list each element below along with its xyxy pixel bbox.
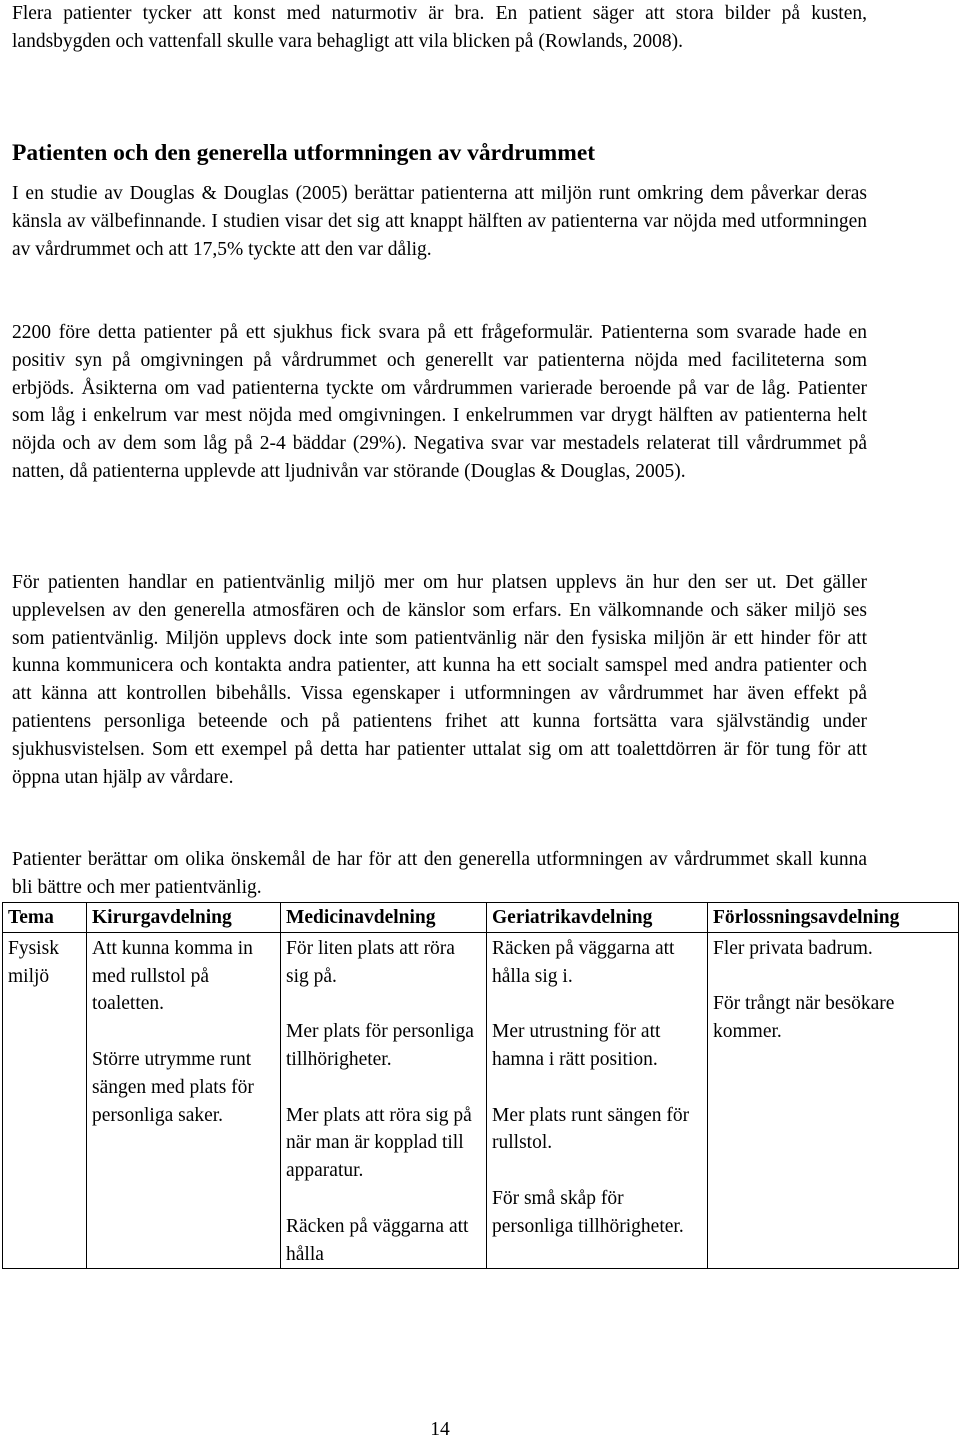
list-item: Fler privata badrum. <box>713 937 873 959</box>
list-item: För trångt när besökare kommer. <box>713 993 895 1043</box>
list-item: Mer plats att röra sig på när man är kopplad till apparatur. <box>286 1104 472 1182</box>
questionnaire-paragraph: 2200 före detta patienter på ett sjukhus fick svara på ett frågeformulär. Patienterna som svarade hade en positiv syn på omgivningen på vårdrummet och generellt var patienterna nöjda med faciliteterna som erbjöds. Åsikterna om vad patienterna tyckte om vårdrummen varierade beroende på var de låg. Patienter som låg i enkelrum var mest nöjda med omgivningen. I enkelrummen var drygt hälften av patienterna helt nöjda och av dem som låg på 2-4 bäddar (29%). Negativa svar var mestadels relaterat till vårdrummet på natten, då patienterna upplevde att ljudnivån var störande (Douglas & Douglas, 2005). <box>12 322 867 482</box>
wishes-table <box>2 902 959 1269</box>
cell-medicin <box>281 932 487 1269</box>
section-heading: Patienten och den generella utformningen av vårdrummet <box>12 140 596 166</box>
page-number: 14 <box>430 1419 450 1440</box>
cell-forlossning <box>708 932 959 1269</box>
tema-label: Fysisk miljö <box>8 937 59 987</box>
list-item: Räcken på väggarna att hålla sig i. <box>492 937 675 987</box>
header-kirurgavdelning: Kirurgavdelning <box>87 903 281 933</box>
header-forlossningsavdelning: Förlossningsavdelning <box>708 903 959 933</box>
list-item: Mer plats för personliga tillhörigheter. <box>286 1021 474 1070</box>
list-item: För små skåp för personliga tillhörigheter. <box>492 1187 684 1237</box>
list-item: Räcken på väggarna att hålla <box>286 1215 469 1265</box>
cell-kirurg <box>87 932 281 1269</box>
list-item: För liten plats att röra sig på. <box>286 937 455 987</box>
header-medicinavdelning: Medicinavdelning <box>281 903 487 933</box>
table-row <box>3 932 959 1269</box>
patient-friendly-paragraph: För patienten handlar en patientvänlig miljö mer om hur platsen upplevs än hur den ser ut. Det gäller upplevelsen av den generella atmosfären och de känslor som erfars. En välkomnande och säker miljö ses som patientvänlig. Miljön upplevs dock inte som patientvänlig när den fysiska miljön är ett hinder för att kunna kommunicera och kontakta andra patienter, att kunna ha ett socialt samspel med andra patienter och att känna att kontrollen bibehålls. Vissa egenskaper i utformningen av vårdrummet har även effekt på patientens personliga beteende och på patientens frihet att kunna fortsätta vara självständig under sjukhusvistelsen. Som ett exempel på detta har patienter uttalat sig om att toalettdörren är för tung för att öppna utan hjälp av vårdare. <box>12 572 867 788</box>
intro-paragraph: Flera patienter tycker att konst med naturmotiv är bra. En patient säger att stora bilder på kusten, landsbygden och vattenfall skulle vara behagligt att vila blicken på (Rowlands, 2008). <box>12 3 867 52</box>
cell-tema <box>3 932 87 1269</box>
header-geriatrikavdelning: Geriatrikavdelning <box>487 903 708 933</box>
list-item: Mer plats runt sängen för rullstol. <box>492 1104 690 1154</box>
header-tema: Tema <box>3 903 87 933</box>
list-item: Större utrymme runt sängen med plats för personliga saker. <box>92 1048 254 1126</box>
list-item: Att kunna komma in med rullstol på toaletten. <box>92 937 253 1015</box>
list-item: Mer utrustning för att hamna i rätt position. <box>492 1021 661 1070</box>
douglas-study-paragraph: I en studie av Douglas & Douglas (2005) berättar patienterna att miljön runt omkring dem påverkar deras känsla av välbefinnande. I studien visar det sig att knappt hälften av patienterna var nöjda med utformningen av vårdrummet och att 17,5% tyckte att den var dålig. <box>12 183 867 260</box>
table-header-row <box>3 903 959 933</box>
wishes-paragraph: Patienter berättar om olika önskemål de har för att den generella utformningen av vårdrummet skall kunna bli bättre och mer patientvänlig. <box>12 849 867 898</box>
cell-geriatrik <box>487 932 708 1269</box>
